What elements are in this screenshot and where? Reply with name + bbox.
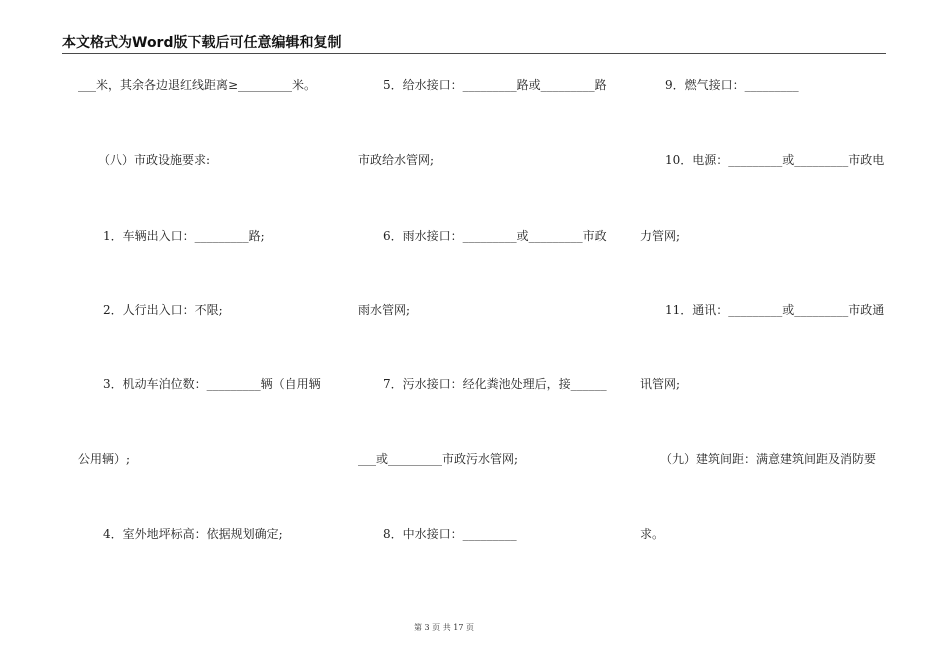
- item-6-rainwater: 6．雨水接口：_________或_________市政: [383, 229, 607, 243]
- item-5-water-supply-cont: 市政给水管网;: [358, 153, 435, 167]
- item-5-water-supply: 5．给水接口：_________路或_________路: [383, 78, 607, 92]
- item-3-parking-spaces-cont: 公用辆）;: [78, 452, 131, 466]
- item-4-outdoor-elevation: 4．室外地坪标高：依据规划确定;: [103, 527, 283, 541]
- item-6-rainwater-cont: 雨水管网;: [358, 303, 411, 317]
- column-2: [358, 0, 608, 600]
- column-1: [78, 0, 328, 600]
- item-11-telecom: 11．通讯：_________或_________市政通: [665, 303, 885, 317]
- item-9-gas: 9．燃气接口：_________: [665, 78, 799, 92]
- item-3-parking-spaces: 3．机动车泊位数：_________辆（自用辆: [103, 377, 321, 391]
- section-9-heading-cont: 求。: [640, 527, 665, 541]
- item-10-power-cont: 力管网;: [640, 229, 681, 243]
- item-11-telecom-cont: 讯管网;: [640, 377, 681, 391]
- document-header-title: 本文格式为Word版下载后可任意编辑和复制: [62, 35, 342, 51]
- setback-distance-text: ___米，其余各边退红线距离≥_________米。: [78, 78, 317, 92]
- page-number-footer: 第 3 页 共 17 页: [414, 623, 474, 632]
- item-10-power: 10．电源：_________或_________市政电: [665, 153, 885, 167]
- item-1-vehicle-entrance: 1．车辆出入口：_________路;: [103, 229, 265, 243]
- column-3: [640, 0, 890, 600]
- section-9-heading: （九）建筑间距：满意建筑间距及消防要: [660, 452, 877, 466]
- item-8-reclaimed-water: 8．中水接口：_________: [383, 527, 517, 541]
- item-7-sewage: 7．污水接口：经化粪池处理后，接______: [383, 377, 607, 391]
- item-2-pedestrian-entrance: 2．人行出入口：不限;: [103, 303, 223, 317]
- item-7-sewage-cont: ___或_________市政污水管网;: [358, 452, 519, 466]
- section-8-heading: （八）市政设施要求:: [98, 153, 211, 167]
